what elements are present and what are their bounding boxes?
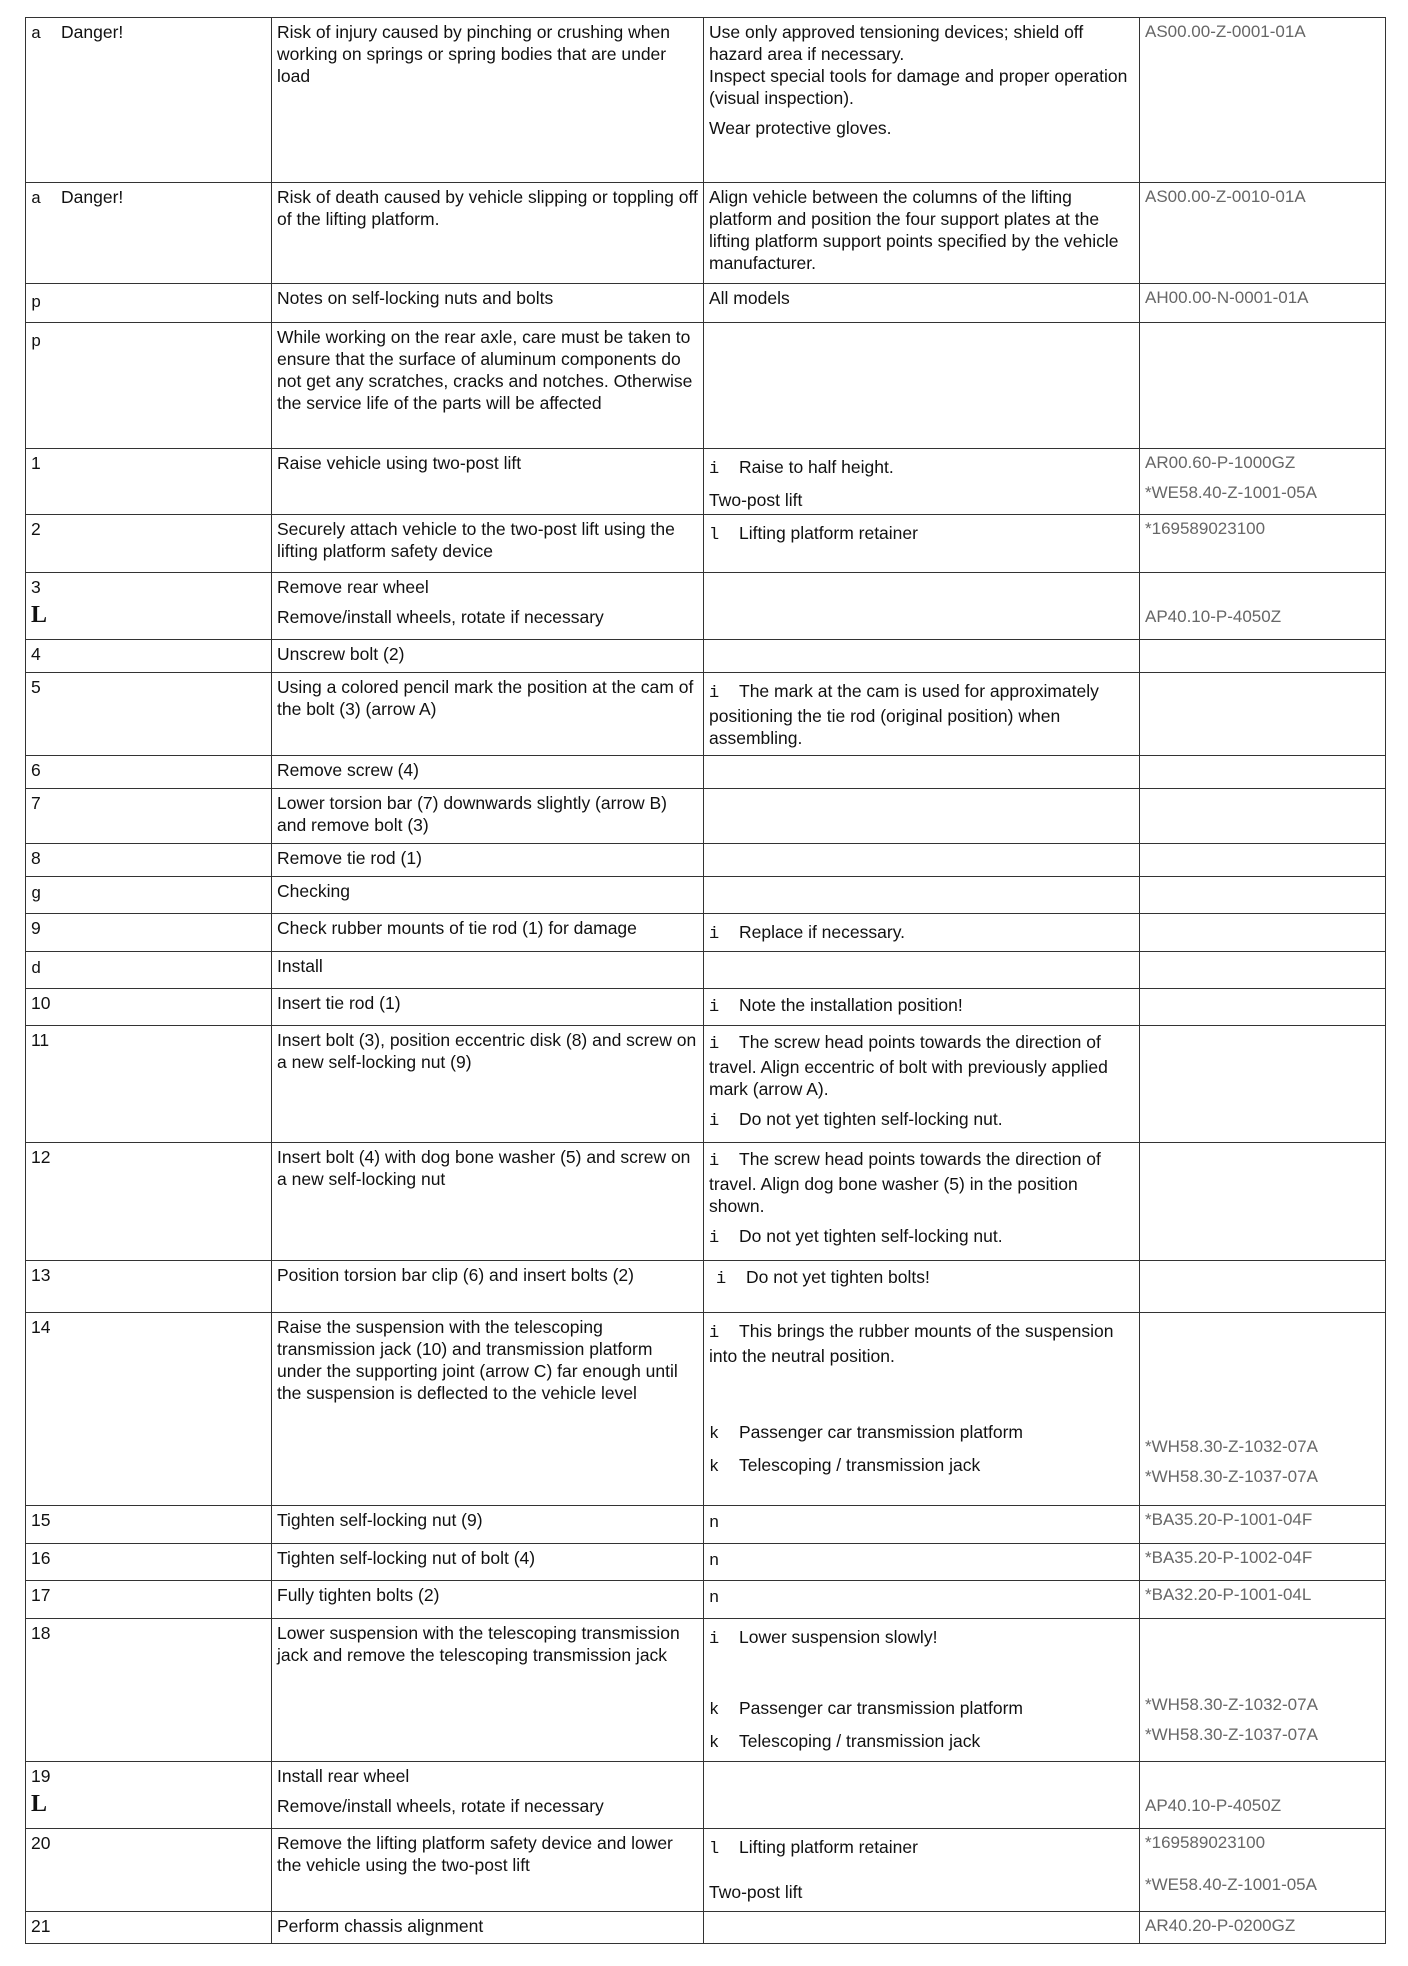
note-text: This brings the rubber mounts of the suspension into the neutral position. (709, 1321, 1114, 1366)
instruction-text: While working on the rear axle, care must be taken to ensure that the surface of aluminum components do not get any scratches, cracks and notches. Otherwise the service life of the parts will be affected (277, 327, 693, 413)
reference-link[interactable]: AR00.60-P-1000GZ (1145, 453, 1296, 472)
note-text: Passenger car transmission platform (739, 1422, 1023, 1442)
section-heading: Install (277, 956, 323, 976)
step-number-text: 19 (31, 1766, 51, 1786)
note-text: Telescoping / transmission jack (739, 1455, 981, 1475)
instruction-cell (272, 284, 704, 323)
step-number (26, 640, 272, 673)
tool-icon: k (709, 1458, 720, 1477)
table-row (26, 756, 1386, 789)
table-row (26, 1912, 1386, 1944)
reference-cell (1140, 640, 1386, 673)
info-icon: i (709, 1229, 720, 1248)
instruction-text: Tighten self-locking nut (9) (277, 1510, 483, 1530)
info-icon: i (709, 1035, 720, 1054)
instruction-cell (272, 673, 704, 756)
retainer-icon: l (709, 1840, 720, 1859)
info-icon: i (709, 998, 720, 1017)
reference-cell (1140, 1544, 1386, 1581)
step-number (26, 1762, 272, 1829)
danger-label: Danger! (61, 22, 124, 42)
reference-cell (1140, 573, 1386, 640)
instruction-text: Risk of death caused by vehicle slipping or toppling off of the lifting platform. (277, 187, 698, 229)
step-number (26, 515, 272, 573)
instruction-text: Notes on self-locking nuts and bolts (277, 288, 554, 308)
note-cell (704, 1619, 1140, 1762)
table-row (26, 573, 1386, 640)
step-number-text: 21 (31, 1916, 51, 1936)
step-number-text: 18 (31, 1623, 51, 1643)
instruction-cell (272, 1544, 704, 1581)
instruction-text: Insert tie rod (1) (277, 993, 401, 1013)
instruction-text: Unscrew bolt (2) (277, 644, 405, 664)
note-text: Do not yet tighten bolts! (746, 1267, 930, 1287)
step-number-text: 13 (31, 1265, 51, 1285)
tool-icon: k (709, 1734, 720, 1753)
reference-link[interactable]: AR40.20-P-0200GZ (1145, 1916, 1296, 1935)
note-cell (704, 1143, 1140, 1261)
note-cell (704, 1829, 1140, 1912)
step-number (26, 1313, 272, 1506)
instruction-text: Remove/install wheels, rotate if necessary (277, 607, 604, 627)
note-cell (704, 183, 1140, 284)
reference-cell (1140, 183, 1386, 284)
note-text: All models (709, 288, 790, 308)
instruction-cell (272, 877, 704, 914)
step-number (26, 1261, 272, 1313)
info-icon: i (709, 460, 720, 479)
step-number (26, 673, 272, 756)
step-number (26, 1581, 272, 1619)
info-icon: i (709, 925, 720, 944)
table-row (26, 284, 1386, 323)
instruction-cell (272, 1912, 704, 1944)
instruction-cell (272, 640, 704, 673)
info-icon: i (709, 1324, 720, 1343)
reference-link[interactable]: *BA32.20-P-1001-04L (1145, 1585, 1312, 1604)
instruction-cell (272, 1313, 704, 1506)
instruction-cell (272, 323, 704, 449)
reference-cell (1140, 18, 1386, 183)
checking-icon: g (31, 885, 42, 904)
step-number (26, 573, 272, 640)
table-row (26, 183, 1386, 284)
reference-cell (1140, 914, 1386, 952)
note-cell (704, 18, 1140, 183)
step-number-text: 1 (31, 453, 41, 473)
instruction-cell (272, 1026, 704, 1143)
torque-icon: n (709, 1589, 720, 1608)
instruction-text: Remove screw (4) (277, 760, 419, 780)
danger-icon: a (31, 25, 42, 44)
step-number-text: 4 (31, 644, 41, 664)
note-cell (704, 323, 1140, 449)
table-row (26, 952, 1386, 989)
note-text: Note the installation position! (739, 995, 963, 1015)
info-icon: i (709, 684, 720, 703)
reference-link[interactable]: *WH58.30-Z-1032-07A (1145, 1695, 1318, 1714)
note-text: Two-post lift (709, 1882, 803, 1902)
step-number (26, 789, 272, 844)
instruction-text: Install rear wheel (277, 1766, 410, 1786)
note-cell (704, 877, 1140, 914)
instruction-text: Raise the suspension with the telescoping transmission jack (10) and transmission platform under the supporting joint (arrow C) far enough until the suspension is deflected to the vehicle level (277, 1317, 678, 1403)
step-number-text: 9 (31, 918, 41, 938)
instruction-text: Insert bolt (3), position eccentric disk (8) and screw on a new self-locking nut (9) (277, 1030, 697, 1072)
note-cell (704, 789, 1140, 844)
note-cell (704, 1581, 1140, 1619)
reference-cell (1140, 1829, 1386, 1912)
table-row (26, 449, 1386, 515)
note-text: Telescoping / transmission jack (739, 1731, 981, 1751)
note-text: The screw head points towards the direction of travel. Align eccentric of bolt with previously applied mark (arrow A). (709, 1032, 1108, 1099)
instruction-text: Position torsion bar clip (6) and insert bolts (2) (277, 1265, 634, 1285)
table-row (26, 18, 1386, 183)
reference-cell (1140, 1026, 1386, 1143)
step-number (26, 1619, 272, 1762)
note-cell (704, 449, 1140, 515)
table-row (26, 1829, 1386, 1912)
note-text: Use only approved tensioning devices; shield off hazard area if necessary. (709, 22, 1084, 64)
step-number-text: 8 (31, 848, 41, 868)
instruction-text: Remove tie rod (1) (277, 848, 422, 868)
reference-cell (1140, 1313, 1386, 1506)
note-text: Lower suspension slowly! (739, 1627, 938, 1647)
note-cell (704, 844, 1140, 877)
step-cell (26, 323, 272, 449)
reference-cell (1140, 952, 1386, 989)
reference-link[interactable]: AH00.00-N-0001-01A (1145, 288, 1309, 307)
linked-procedure-icon: L (31, 602, 48, 628)
step-cell (26, 952, 272, 989)
step-number-text: 14 (31, 1317, 51, 1337)
step-number-text: 17 (31, 1585, 51, 1605)
instruction-cell (272, 1619, 704, 1762)
instruction-text: Fully tighten bolts (2) (277, 1585, 440, 1605)
step-number-text: 10 (31, 993, 51, 1013)
reference-link[interactable]: AP40.10-P-4050Z (1145, 607, 1282, 626)
step-cell (26, 284, 272, 323)
instruction-cell (272, 183, 704, 284)
info-icon: i (709, 1112, 720, 1131)
retainer-icon: l (709, 526, 720, 545)
reference-cell (1140, 449, 1386, 515)
reference-cell (1140, 1619, 1386, 1762)
note-text: Do not yet tighten self-locking nut. (739, 1109, 1003, 1129)
table-row (26, 877, 1386, 914)
reference-cell (1140, 1912, 1386, 1944)
table-row (26, 1313, 1386, 1506)
step-cell (26, 18, 272, 183)
torque-icon: n (709, 1552, 720, 1571)
table-row (26, 789, 1386, 844)
step-number-text: 16 (31, 1548, 51, 1568)
table-row (26, 1544, 1386, 1581)
instruction-cell (272, 952, 704, 989)
reference-link[interactable]: *WE58.40-Z-1001-05A (1145, 1875, 1317, 1894)
note-cell (704, 989, 1140, 1026)
step-number-text: 11 (31, 1030, 50, 1050)
step-number-text: 20 (31, 1833, 51, 1853)
danger-label: Danger! (61, 187, 124, 207)
reference-cell (1140, 673, 1386, 756)
reference-link[interactable]: *WE58.40-Z-1001-05A (1145, 483, 1317, 502)
note-cell (704, 1544, 1140, 1581)
step-number-text: 3 (31, 577, 41, 597)
instruction-text: Remove the lifting platform safety device and lower the vehicle using the two-post lift (277, 1833, 673, 1875)
table-row (26, 673, 1386, 756)
danger-icon: a (31, 190, 42, 209)
instruction-cell (272, 844, 704, 877)
tool-icon: k (709, 1425, 720, 1444)
section-heading: Checking (277, 881, 350, 901)
note-cell (704, 284, 1140, 323)
step-number-text: 6 (31, 760, 41, 780)
note-cell (704, 640, 1140, 673)
step-number (26, 756, 272, 789)
step-cell (26, 877, 272, 914)
reference-cell (1140, 515, 1386, 573)
instruction-text: Raise vehicle using two-post lift (277, 453, 522, 473)
instruction-cell (272, 989, 704, 1026)
reference-link[interactable]: AS00.00-Z-0001-01A (1145, 22, 1306, 41)
reference-link[interactable]: *WH58.30-Z-1037-07A (1145, 1467, 1318, 1486)
note-cell (704, 1261, 1140, 1313)
note-cell (704, 1912, 1140, 1944)
note-text: Passenger car transmission platform (739, 1698, 1023, 1718)
instruction-text: Perform chassis alignment (277, 1916, 484, 1936)
reference-cell (1140, 1143, 1386, 1261)
table-row (26, 1619, 1386, 1762)
reference-cell (1140, 756, 1386, 789)
step-number (26, 1143, 272, 1261)
instruction-text: Using a colored pencil mark the position at the cam of the bolt (3) (arrow A) (277, 677, 694, 719)
install-icon: d (31, 960, 42, 979)
reference-link[interactable]: *WH58.30-Z-1037-07A (1145, 1725, 1318, 1744)
linked-procedure-icon: L (31, 1791, 48, 1817)
note-text: Align vehicle between the columns of the lifting platform and position the four support plates at the lifting platform support points specified by the vehicle manufacturer. (709, 187, 1119, 273)
step-number (26, 1506, 272, 1544)
instruction-cell (272, 1829, 704, 1912)
note-cell (704, 1026, 1140, 1143)
note-cell (704, 1506, 1140, 1544)
step-number-text: 2 (31, 519, 41, 539)
table-row (26, 914, 1386, 952)
note-cell (704, 573, 1140, 640)
instruction-cell (272, 573, 704, 640)
note-text: Two-post lift (709, 490, 803, 510)
table-row (26, 1506, 1386, 1544)
step-number (26, 449, 272, 515)
note-text: The mark at the cam is used for approximately positioning the tie rod (original position) when assembling. (709, 681, 1099, 748)
reference-cell (1140, 1762, 1386, 1829)
note-cell (704, 673, 1140, 756)
step-number (26, 1912, 272, 1944)
reference-link[interactable]: *BA35.20-P-1001-04F (1145, 1510, 1313, 1529)
table-row (26, 1762, 1386, 1829)
torque-icon: n (709, 1514, 720, 1533)
instruction-cell (272, 18, 704, 183)
instruction-text: Check rubber mounts of tie rod (1) for damage (277, 918, 637, 938)
step-number-text: 5 (31, 677, 41, 697)
table-row (26, 1026, 1386, 1143)
instruction-cell (272, 515, 704, 573)
reference-link[interactable]: *WH58.30-Z-1032-07A (1145, 1437, 1318, 1456)
note-text: Do not yet tighten self-locking nut. (739, 1226, 1003, 1246)
table-row (26, 989, 1386, 1026)
note-cell (704, 1313, 1140, 1506)
table-row (26, 844, 1386, 877)
instruction-cell (272, 449, 704, 515)
instruction-cell (272, 914, 704, 952)
reference-link[interactable]: AS00.00-Z-0010-01A (1145, 187, 1306, 206)
note-text: The screw head points towards the direction of travel. Align dog bone washer (5) in the position shown. (709, 1149, 1101, 1216)
note-text: Replace if necessary. (739, 922, 906, 942)
table-row (26, 640, 1386, 673)
instruction-cell (272, 1762, 704, 1829)
reference-link[interactable]: AP40.10-P-4050Z (1145, 1796, 1282, 1815)
reference-cell (1140, 844, 1386, 877)
instruction-cell (272, 1581, 704, 1619)
step-number (26, 1829, 272, 1912)
note-cell (704, 515, 1140, 573)
reference-cell (1140, 1581, 1386, 1619)
reference-cell (1140, 789, 1386, 844)
note-text: Inspect special tools for damage and proper operation (visual inspection). (709, 66, 1128, 108)
procedure-page (25, 17, 1385, 1944)
note-text: Lifting platform retainer (739, 523, 918, 543)
reference-cell (1140, 989, 1386, 1026)
reference-cell (1140, 877, 1386, 914)
table-row (26, 1143, 1386, 1261)
step-number (26, 1544, 272, 1581)
step-number (26, 844, 272, 877)
info-icon: i (709, 1630, 720, 1649)
step-number (26, 989, 272, 1026)
note-text: Wear protective gloves. (709, 118, 892, 138)
note-cell (704, 952, 1140, 989)
note-cell (704, 756, 1140, 789)
instruction-text: Remove rear wheel (277, 577, 429, 597)
table-row (26, 1261, 1386, 1313)
reference-link[interactable]: *BA35.20-P-1002-04F (1145, 1548, 1313, 1567)
note-cell (704, 914, 1140, 952)
instruction-text: Lower suspension with the telescoping transmission jack and remove the telescoping transmission jack (277, 1623, 680, 1665)
reference-cell (1140, 323, 1386, 449)
reference-link[interactable]: *169589023100 (1145, 1833, 1266, 1852)
info-icon: i (709, 1152, 720, 1171)
step-number-text: 12 (31, 1147, 51, 1167)
note-text: Raise to half height. (739, 457, 894, 477)
reference-link[interactable]: *169589023100 (1145, 519, 1266, 538)
instruction-cell (272, 756, 704, 789)
instruction-text: Insert bolt (4) with dog bone washer (5) and screw on a new self-locking nut (277, 1147, 691, 1189)
reference-cell (1140, 1506, 1386, 1544)
note-cell (704, 1762, 1140, 1829)
instruction-text: Risk of injury caused by pinching or crushing when working on springs or spring bodies that are under load (277, 22, 670, 86)
instruction-text: Remove/install wheels, rotate if necessary (277, 1796, 604, 1816)
step-cell (26, 183, 272, 284)
instruction-cell (272, 1143, 704, 1261)
instruction-cell (272, 1506, 704, 1544)
procedure-table (25, 17, 1386, 1944)
tool-icon: k (709, 1701, 720, 1720)
step-number-text: 15 (31, 1510, 51, 1530)
instruction-text: Lower torsion bar (7) downwards slightly (arrow B) and remove bolt (3) (277, 793, 667, 835)
info-icon: i (716, 1270, 727, 1289)
step-number (26, 1026, 272, 1143)
table-row (26, 323, 1386, 449)
instruction-cell (272, 789, 704, 844)
reference-cell (1140, 1261, 1386, 1313)
step-number-text: 7 (31, 793, 41, 813)
note-text: Lifting platform retainer (739, 1837, 918, 1857)
instruction-text: Tighten self-locking nut of bolt (4) (277, 1548, 536, 1568)
reference-cell (1140, 284, 1386, 323)
step-number (26, 914, 272, 952)
table-row (26, 515, 1386, 573)
note-icon: p (31, 294, 42, 313)
table-row (26, 1581, 1386, 1619)
note-icon: p (31, 333, 42, 352)
instruction-text: Securely attach vehicle to the two-post lift using the lifting platform safety device (277, 519, 675, 561)
instruction-cell (272, 1261, 704, 1313)
